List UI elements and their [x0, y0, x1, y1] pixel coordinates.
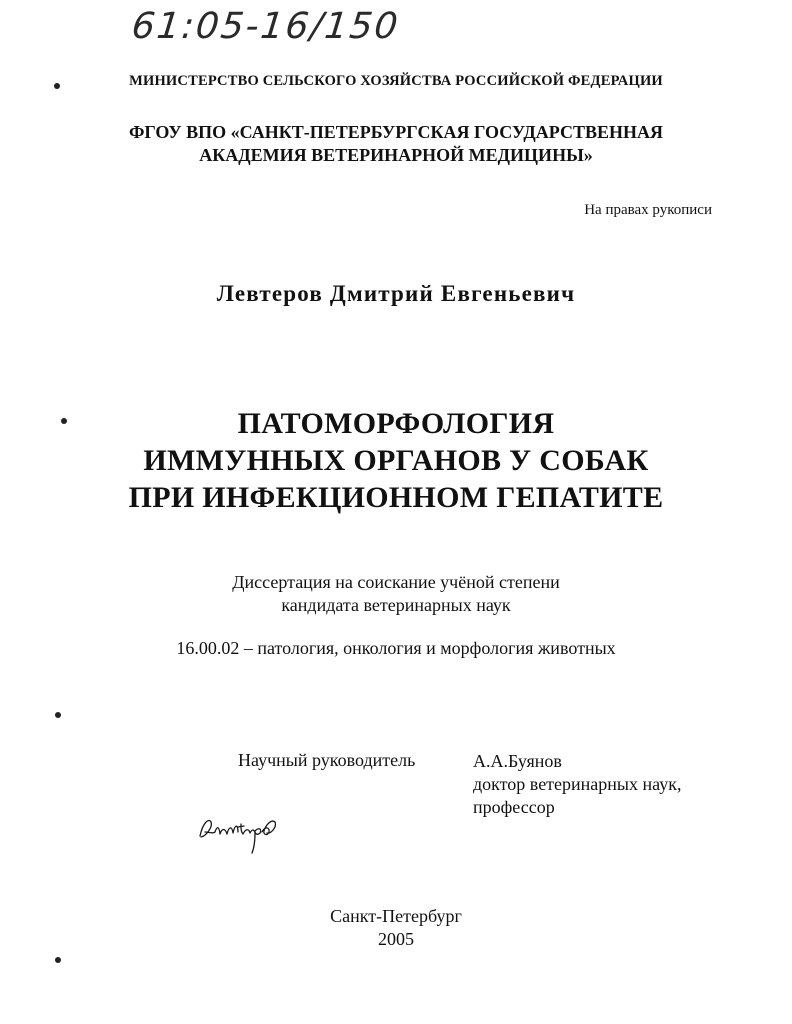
- author-name: Левтеров Дмитрий Евгеньевич: [216, 281, 576, 306]
- supervisor-title: профессор: [473, 797, 555, 817]
- archive-number: 61:05-16/150: [129, 6, 402, 47]
- degree-line-1: Диссертация на соискание учёной степени: [232, 572, 560, 592]
- binding-mark: [55, 957, 61, 963]
- manuscript-rights: На правах рукописи: [584, 202, 712, 218]
- specialty-code: 16.00.02 – патология, онкология и морфология животных: [176, 638, 616, 658]
- supervisor-label: Научный руководитель: [238, 750, 416, 770]
- institution-heading: [0, 121, 792, 167]
- title-line-2: ИММУННЫХ ОРГАНОВ У СОБАК: [143, 444, 649, 477]
- title-line-1: ПАТОМОРФОЛОГИЯ: [237, 407, 555, 440]
- degree-line-2: кандидата ветеринарных наук: [281, 595, 511, 615]
- institution-line-1: ФГОУ ВПО «САНКТ-ПЕТЕРБУРГСКАЯ ГОСУДАРСТВЕННАЯ: [128, 122, 664, 142]
- title-line-3: ПРИ ИНФЕКЦИОННОМ ГЕПАТИТЕ: [128, 481, 664, 514]
- year: 2005: [378, 929, 414, 949]
- supervisor-degree: доктор ветеринарных наук,: [473, 774, 682, 794]
- binding-mark: [55, 712, 61, 718]
- degree-statement: [0, 571, 792, 617]
- institution-line-2: АКАДЕМИЯ ВЕТЕРИНАРНОЙ МЕДИЦИНЫ»: [199, 145, 593, 165]
- publication-place: [0, 905, 792, 951]
- supervisor-info: [473, 750, 681, 819]
- dissertation-title: [0, 405, 792, 516]
- supervisor-name: А.А.Буянов: [473, 751, 562, 771]
- author-signature: [196, 810, 288, 856]
- city: Санкт-Петербург: [330, 906, 462, 926]
- ministry-heading: МИНИСТЕРСТВО СЕЛЬСКОГО ХОЗЯЙСТВА РОССИЙСКОЙ ФЕДЕРАЦИИ: [129, 73, 663, 89]
